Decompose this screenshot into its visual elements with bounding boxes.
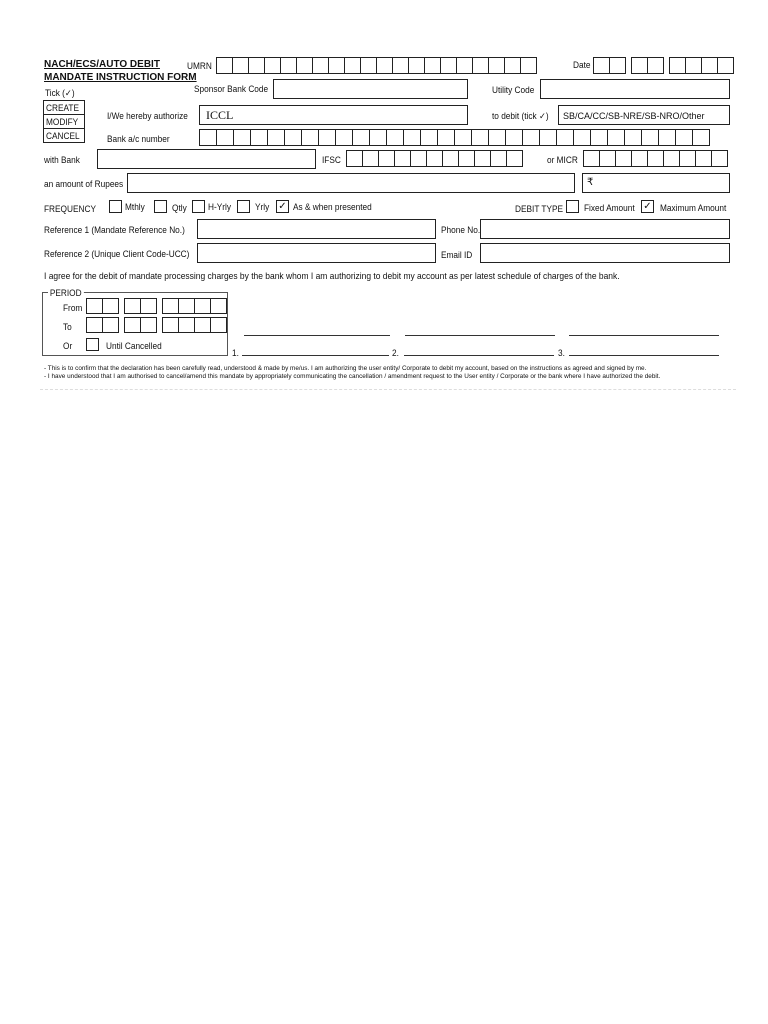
fixed-amount-checkbox[interactable] <box>566 200 579 213</box>
declaration-note-2: - I have understood that I am authorised to cancel/amend this mandate by appropriately communicating the cancellation / amendment request to the User entity / Corporate or the bank where I have authorized the debit. <box>44 373 661 380</box>
digit-cell[interactable] <box>86 298 103 314</box>
digit-cell[interactable] <box>386 129 404 146</box>
digit-cell[interactable] <box>440 57 457 74</box>
email-field[interactable] <box>480 243 730 263</box>
digit-cell[interactable] <box>392 57 409 74</box>
digit-cell[interactable] <box>408 57 425 74</box>
reference1-field[interactable] <box>197 219 436 239</box>
bank-account-label: Bank a/c number <box>107 134 170 144</box>
digit-cell[interactable] <box>474 150 491 167</box>
declaration-note-1: - This is to confirm that the declaration has been carefully read, understood & made by me/us. I am authorizing the user entity/ Corporate to debit my account, based on the instructions as agreed and signed by me. <box>44 365 647 372</box>
period-legend: PERIOD <box>49 288 82 298</box>
quarterly-label: Qtly <box>172 203 187 213</box>
cut-line <box>40 389 736 390</box>
until-cancelled-label: Until Cancelled <box>106 341 162 351</box>
authorize-label: I/We hereby authorize <box>107 111 188 121</box>
digit-cell[interactable] <box>424 57 441 74</box>
half-yearly-checkbox[interactable] <box>192 200 205 213</box>
digit-cell[interactable] <box>609 57 626 74</box>
digit-cell[interactable] <box>284 129 302 146</box>
digit-cell[interactable] <box>344 57 361 74</box>
digit-cell[interactable] <box>590 129 608 146</box>
sponsor-bank-code-label: Sponsor Bank Code <box>194 84 269 94</box>
digit-cell[interactable] <box>403 129 421 146</box>
reference2-label: Reference 2 (Unique Client Code-UCC) <box>44 249 190 259</box>
digit-cell[interactable] <box>162 298 179 314</box>
digit-cell[interactable] <box>124 298 141 314</box>
digit-cell[interactable] <box>695 150 712 167</box>
digit-cell[interactable] <box>456 57 473 74</box>
fixed-amount-label: Fixed Amount <box>584 203 635 213</box>
digit-cell[interactable] <box>296 57 313 74</box>
digit-cell[interactable] <box>522 129 540 146</box>
cancel-option[interactable] <box>43 128 85 143</box>
digit-cell[interactable] <box>717 57 734 74</box>
bank-account-field[interactable] <box>199 129 710 146</box>
signature-2-label: 2. <box>392 348 399 358</box>
monthly-checkbox[interactable] <box>109 200 122 213</box>
digit-cell[interactable] <box>437 129 455 146</box>
phone-field[interactable] <box>480 219 730 239</box>
digit-cell[interactable] <box>328 57 345 74</box>
digit-cell[interactable] <box>352 129 370 146</box>
utility-code-label: Utility Code <box>492 85 535 95</box>
digit-cell[interactable] <box>442 150 459 167</box>
digit-cell[interactable] <box>504 57 521 74</box>
digit-cell[interactable] <box>692 129 710 146</box>
digit-cell[interactable] <box>318 129 336 146</box>
digit-cell[interactable] <box>140 298 157 314</box>
digit-cell[interactable] <box>631 150 648 167</box>
create-option[interactable] <box>43 100 85 115</box>
digit-cell[interactable] <box>233 129 251 146</box>
digit-cell[interactable] <box>624 129 642 146</box>
digit-cell[interactable] <box>520 57 537 74</box>
digit-cell[interactable] <box>669 57 686 74</box>
digit-cell[interactable] <box>376 57 393 74</box>
digit-cell[interactable] <box>488 129 506 146</box>
maximum-amount-check-mark: ✓ <box>643 201 652 212</box>
digit-cell[interactable] <box>593 57 610 74</box>
tick-label: Tick (✓) <box>45 88 75 98</box>
authorize-field[interactable] <box>199 105 468 125</box>
create-label: CREATE <box>46 103 79 113</box>
amount-label: an amount of Rupees <box>44 179 124 189</box>
digit-cell[interactable] <box>394 150 411 167</box>
digit-cell[interactable] <box>505 129 523 146</box>
signature-line-1a <box>244 335 390 336</box>
signature-line-2a <box>405 335 555 336</box>
digit-cell[interactable] <box>573 129 591 146</box>
digit-cell[interactable] <box>102 298 119 314</box>
digit-cell[interactable] <box>458 150 475 167</box>
digit-cell[interactable] <box>267 129 285 146</box>
as-when-presented-checkbox[interactable] <box>276 200 289 213</box>
modify-label: MODIFY <box>46 117 79 127</box>
digit-cell[interactable] <box>647 150 664 167</box>
amount-figures-field[interactable] <box>582 173 730 193</box>
digit-cell[interactable] <box>178 298 195 314</box>
digit-cell[interactable] <box>599 150 616 167</box>
digit-cell[interactable] <box>194 298 211 314</box>
maximum-amount-checkbox[interactable] <box>641 200 654 213</box>
digit-cell[interactable] <box>124 317 141 333</box>
digit-cell[interactable] <box>216 57 233 74</box>
digit-cell[interactable] <box>301 129 319 146</box>
digit-cell[interactable] <box>210 317 227 333</box>
email-label: Email ID <box>441 250 473 260</box>
sponsor-bank-code-field[interactable] <box>273 79 468 99</box>
digit-cell[interactable] <box>647 57 664 74</box>
charges-agreement-text: I agree for the debit of mandate processing charges by the bank whom I am authorizing to debit my account as per latest schedule of charges of the bank. <box>44 271 620 281</box>
digit-cell[interactable] <box>280 57 297 74</box>
micr-label: or MICR <box>547 155 578 165</box>
signature-line-3a <box>569 335 719 336</box>
digit-cell[interactable] <box>232 57 249 74</box>
authorize-value: ICCL <box>206 108 234 122</box>
digit-cell[interactable] <box>378 150 395 167</box>
digit-cell[interactable] <box>140 317 157 333</box>
debit-account-type-label: to debit (tick ✓) <box>492 111 549 121</box>
monthly-label: Mthly <box>125 202 145 212</box>
umrn-label: UMRN <box>187 61 212 71</box>
amount-words-field[interactable] <box>127 173 575 193</box>
signature-2-field[interactable] <box>404 355 554 356</box>
rupee-icon: ₹ <box>587 177 594 188</box>
frequency-label: FREQUENCY <box>44 204 96 214</box>
digit-cell[interactable] <box>701 57 718 74</box>
yearly-checkbox[interactable] <box>237 200 250 213</box>
yearly-label: Yrly <box>255 202 270 212</box>
digit-cell[interactable] <box>216 129 234 146</box>
digit-cell[interactable] <box>360 57 377 74</box>
digit-cell[interactable] <box>250 129 268 146</box>
digit-cell[interactable] <box>711 150 728 167</box>
digit-cell[interactable] <box>264 57 281 74</box>
digit-cell[interactable] <box>472 57 489 74</box>
digit-cell[interactable] <box>679 150 696 167</box>
digit-cell[interactable] <box>471 129 489 146</box>
digit-cell[interactable] <box>506 150 523 167</box>
form-title-line2: MANDATE INSTRUCTION FORM <box>44 72 197 83</box>
with-bank-label: with Bank <box>44 155 80 165</box>
digit-cell[interactable] <box>162 317 179 333</box>
as-when-presented-check-mark: ✓ <box>278 201 287 212</box>
debit-account-type-field[interactable] <box>558 105 730 125</box>
digit-cell[interactable] <box>420 129 438 146</box>
signature-1-field[interactable] <box>242 355 389 356</box>
maximum-amount-label: Maximum Amount <box>660 203 727 213</box>
digit-cell[interactable] <box>631 57 648 74</box>
from-label: From <box>63 303 83 313</box>
digit-cell[interactable] <box>685 57 702 74</box>
cancel-label: CANCEL <box>46 131 80 141</box>
digit-cell[interactable] <box>556 129 574 146</box>
utility-code-field[interactable] <box>540 79 730 99</box>
digit-cell[interactable] <box>194 317 211 333</box>
signature-3-label: 3. <box>558 348 565 358</box>
or-label: Or <box>63 341 73 351</box>
digit-cell[interactable] <box>490 150 507 167</box>
digit-cell[interactable] <box>410 150 427 167</box>
until-cancelled-checkbox[interactable] <box>86 338 99 351</box>
micr-field[interactable] <box>583 150 728 167</box>
digit-cell[interactable] <box>607 129 625 146</box>
half-yearly-label: H-Yrly <box>208 202 231 212</box>
signature-3-field[interactable] <box>569 355 719 356</box>
as-when-presented-label: As & when presented <box>293 202 372 212</box>
digit-cell[interactable] <box>615 150 632 167</box>
digit-cell[interactable] <box>426 150 443 167</box>
quarterly-checkbox[interactable] <box>154 200 167 213</box>
digit-cell[interactable] <box>86 317 103 333</box>
digit-cell[interactable] <box>369 129 387 146</box>
date-label: Date <box>573 60 591 70</box>
signature-1-label: 1. <box>232 348 239 358</box>
from-date-field[interactable] <box>86 298 227 314</box>
digit-cell[interactable] <box>199 129 217 146</box>
to-label: To <box>63 322 72 332</box>
bank-name-field[interactable] <box>97 149 316 169</box>
debit-type-label: DEBIT TYPE <box>515 204 564 214</box>
digit-cell[interactable] <box>102 317 119 333</box>
digit-cell[interactable] <box>663 150 680 167</box>
umrn-field[interactable] <box>216 57 537 74</box>
digit-cell[interactable] <box>454 129 472 146</box>
ifsc-label: IFSC <box>322 155 341 165</box>
ifsc-field[interactable] <box>346 150 523 167</box>
digit-cell[interactable] <box>362 150 379 167</box>
modify-option[interactable] <box>43 114 85 129</box>
digit-cell[interactable] <box>641 129 659 146</box>
reference1-label: Reference 1 (Mandate Reference No.) <box>44 225 185 235</box>
digit-cell[interactable] <box>658 129 676 146</box>
digit-cell[interactable] <box>248 57 265 74</box>
date-field[interactable] <box>593 57 734 74</box>
phone-label: Phone No. <box>441 225 481 235</box>
digit-cell[interactable] <box>675 129 693 146</box>
reference2-field[interactable] <box>197 243 436 263</box>
digit-cell[interactable] <box>539 129 557 146</box>
form-title-line1: NACH/ECS/AUTO DEBIT <box>44 59 160 70</box>
digit-cell[interactable] <box>583 150 600 167</box>
digit-cell[interactable] <box>346 150 363 167</box>
digit-cell[interactable] <box>488 57 505 74</box>
digit-cell[interactable] <box>312 57 329 74</box>
digit-cell[interactable] <box>210 298 227 314</box>
digit-cell[interactable] <box>335 129 353 146</box>
debit-account-type-value: SB/CA/CC/SB-NRE/SB-NRO/Other <box>563 111 705 121</box>
digit-cell[interactable] <box>178 317 195 333</box>
to-date-field[interactable] <box>86 317 227 333</box>
